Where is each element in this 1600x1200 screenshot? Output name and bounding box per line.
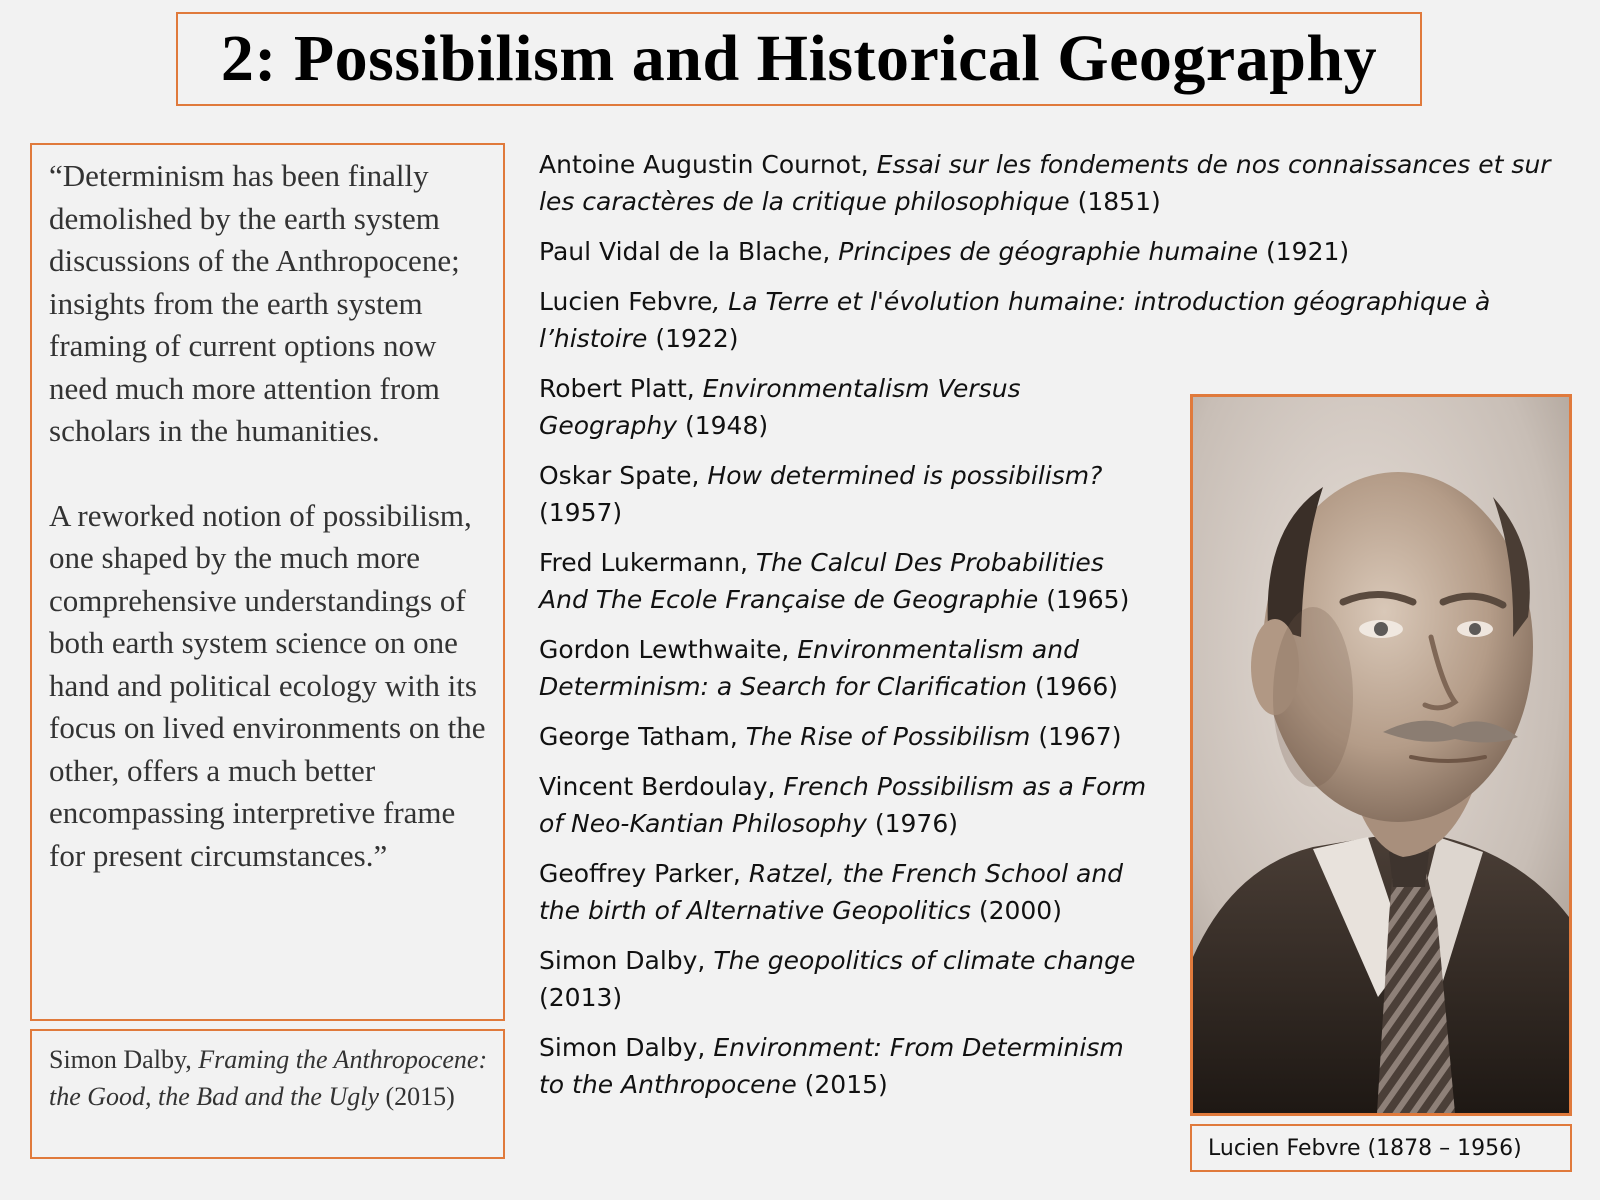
citation-author: Simon Dalby, bbox=[49, 1045, 199, 1074]
reference-year: (2000) bbox=[970, 896, 1062, 925]
reference-author: Antoine Augustin Cournot, bbox=[539, 150, 877, 179]
reference-item bbox=[539, 942, 1149, 1016]
reference-year: (1967) bbox=[1030, 722, 1122, 751]
reference-author: Vincent Berdoulay, bbox=[539, 772, 784, 801]
reference-author: Simon Dalby, bbox=[539, 1033, 714, 1062]
reference-author: Paul Vidal de la Blache, bbox=[539, 237, 839, 266]
reference-author: George Tatham, bbox=[539, 722, 746, 751]
portrait-illustration bbox=[1193, 397, 1569, 1113]
reference-work: Essai sur les fondements de nos connaissances et sur les caractères de la critique philosophique bbox=[539, 150, 1551, 216]
reference-year: (1851) bbox=[1069, 187, 1161, 216]
reference-item bbox=[539, 631, 1149, 705]
quote-paragraph-1: “Determinism has been finally demolished by the earth system discussions of the Anthropocene; insights from the earth system framing of current options now need much more attention from scholars in the humanities. bbox=[49, 158, 460, 448]
reference-year: (1966) bbox=[1026, 672, 1119, 701]
reference-work: , La Terre et l'évolution humaine: introduction géographique à l’histoire bbox=[539, 287, 1491, 353]
reference-year: (2013) bbox=[539, 983, 623, 1012]
reference-work: Environment: From Determinism to the Anthropocene bbox=[539, 1033, 1124, 1099]
reference-item bbox=[539, 768, 1149, 842]
reference-work: The geopolitics of climate change bbox=[713, 946, 1136, 975]
reference-work: The Calcul Des Probabilities And The Ecole Française de Geographie bbox=[539, 548, 1104, 614]
reference-item bbox=[539, 370, 1149, 444]
reference-year: (1921) bbox=[1258, 237, 1350, 266]
quote-paragraph-2: A reworked notion of possibilism, one shaped by the much more comprehensive understandings of both earth system science on one hand and political ecology with its focus on lived environments on the other, offers a much better encompassing interpretive frame for present circumstances.” bbox=[49, 497, 486, 873]
reference-author: Gordon Lewthwaite, bbox=[539, 635, 798, 664]
reference-item bbox=[539, 146, 1559, 220]
reference-author: Oskar Spate, bbox=[539, 461, 708, 490]
reference-work: French Possibilism as a Form of Neo-Kantian Philosophy bbox=[539, 772, 1147, 838]
reference-item bbox=[539, 544, 1149, 618]
reference-year: (1965) bbox=[1038, 585, 1130, 614]
reference-item bbox=[539, 1029, 1149, 1103]
portrait-caption: Lucien Febvre (1878 – 1956) bbox=[1208, 1135, 1522, 1161]
reference-author: Robert Platt, bbox=[539, 374, 703, 403]
quote-box bbox=[30, 143, 505, 1021]
reference-work: Ratzel, the French School and the birth of Alternative Geopolitics bbox=[539, 859, 1124, 925]
reference-work: The Rise of Possibilism bbox=[745, 722, 1031, 751]
reference-year: (2015) bbox=[796, 1070, 888, 1099]
slide-title: 2: Possibilism and Historical Geography bbox=[220, 22, 1378, 95]
reference-item bbox=[539, 233, 1559, 270]
reference-author: Fred Lukermann, bbox=[539, 548, 756, 577]
citation-work: Framing the Anthropocene: the Good, the Bad and the Ugly bbox=[49, 1045, 488, 1111]
citation-year: (2015) bbox=[379, 1082, 455, 1111]
reference-work: How determined is possibilism? bbox=[707, 461, 1103, 490]
title-box bbox=[176, 12, 1422, 106]
reference-item bbox=[539, 283, 1559, 357]
reference-work: Environmentalism Versus Geography bbox=[539, 374, 1021, 440]
reference-item bbox=[539, 855, 1149, 929]
reference-year: (1957) bbox=[539, 498, 623, 527]
reference-year: (1976) bbox=[866, 809, 958, 838]
reference-work: Principes de géographie humaine bbox=[838, 237, 1259, 266]
reference-item bbox=[539, 457, 1149, 531]
reference-item bbox=[539, 718, 1149, 755]
portrait-photo bbox=[1190, 394, 1572, 1116]
reference-author: Simon Dalby, bbox=[539, 946, 714, 975]
reference-author: Lucien Febvre bbox=[539, 287, 713, 316]
reference-year: (1948) bbox=[677, 411, 769, 440]
reference-work: Environmentalism and Determinism: a Search for Clarification bbox=[539, 635, 1079, 701]
reference-author: Geoffrey Parker, bbox=[539, 859, 749, 888]
citation-box bbox=[30, 1029, 505, 1159]
portrait-caption-box bbox=[1190, 1124, 1572, 1172]
reference-year: (1922) bbox=[647, 324, 739, 353]
